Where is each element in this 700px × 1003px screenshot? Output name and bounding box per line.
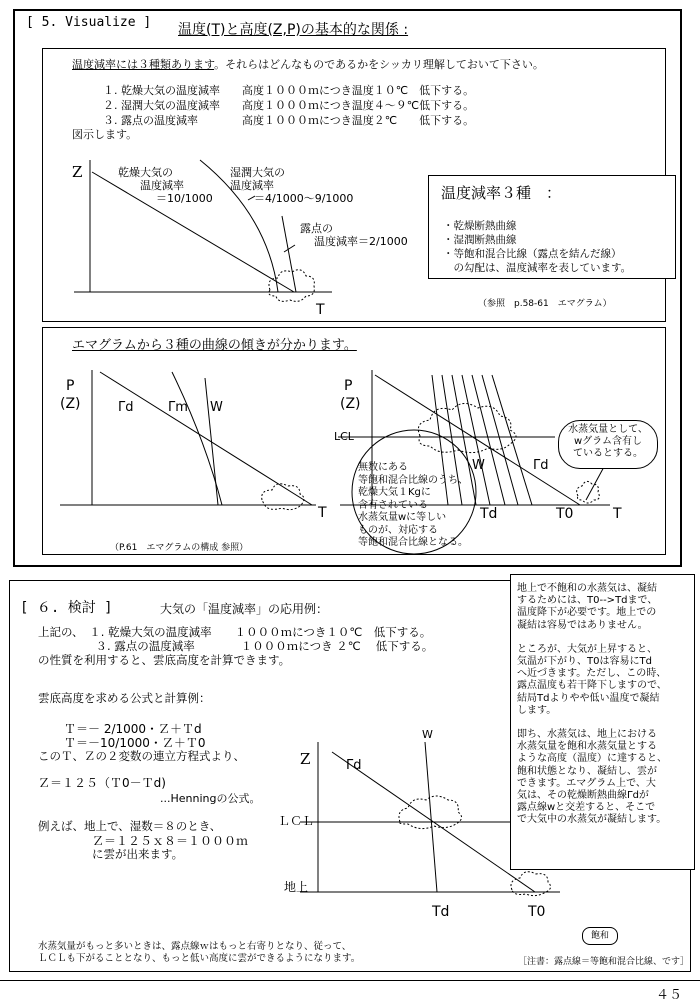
circle-note-6: ものが、対応する [358, 524, 438, 536]
saturation-tag: 飽和 [582, 927, 618, 945]
dry-label-1: 乾燥大気の [118, 166, 173, 179]
bubble-line-1: 水蒸気量として、 [568, 424, 648, 435]
emagram-right-p: P [344, 378, 353, 394]
equation-3: このＴ、Ｚの２変数の連立方程式より、 [38, 749, 245, 763]
dew-label-1: 露点の [300, 222, 333, 235]
intro-rest: 。それらはどんなものであるかをシッカリ理解しておいて下さい。 [214, 58, 544, 71]
henning-label: ...Henningの公式。 [160, 792, 261, 805]
emagram-right-gd: Γd [533, 458, 549, 473]
explanation-line-20: で大気中の水蒸気が凝結します。 [517, 814, 667, 826]
caution-note: ［注書：露点線＝等飽和混合比線、です］ [518, 957, 690, 967]
bubble-line-3: ているとする。 [573, 448, 643, 459]
explanation-line-7: 気温が下がり、T0は容易にTd [517, 656, 652, 668]
moist-label-3: ＝4/1000～9/1000 [254, 192, 354, 205]
dry-label-3: ＝10/1000 [156, 192, 213, 205]
bubble-line-2: wグラム含有し [573, 436, 643, 447]
explanation-line-12 [517, 717, 694, 729]
explanation-line-10: 結局Tdよりやや低い温度で凝結 [517, 692, 660, 704]
explanation-line-3: 温度降下が必要です。地上での [517, 607, 657, 619]
henning-z: Z [300, 750, 311, 768]
explanation-line-13: 即ち、水蒸気は、地上における [517, 729, 657, 741]
explanation-line-4: 凝結は容易ではありません。 [517, 619, 648, 631]
diagram1-z-axis: Z [72, 163, 83, 181]
diagram1-t-axis: T [316, 302, 325, 318]
circle-note-3: 乾燥大気１Kgに [358, 487, 431, 498]
emagram-footnote: （P.61 エマグラムの構成 参照） [110, 543, 249, 553]
emagram-left-gd: Γd [118, 400, 134, 415]
example-line-3: に雲が出来ます。 [92, 847, 184, 861]
explanation-line-19: 露点線wと交差すると、そこで [517, 802, 656, 814]
reference-note: （参照 p.58-61 エマグラム） [478, 299, 612, 309]
equation-2: Ｔ＝－10/1000・Ｚ＋Ｔ0 [64, 736, 206, 750]
section6-line-2: ３. 露点の温度減率 １０００ｍにつき ２℃ 低下する。 [38, 639, 434, 653]
circle-note-2: 等飽和混合比線のうち、 [358, 474, 468, 486]
emagram-right-lcl: LCL [334, 430, 354, 443]
explanation-box [510, 574, 695, 870]
henning-t0: T0 [528, 904, 546, 920]
explanation-line-5 [517, 632, 694, 644]
dew-label [300, 222, 408, 248]
summary-item-3: ・等飽和混合比線（露点を結んだ線） [443, 248, 622, 260]
bottom-note-2: ＬＣＬも下がることとなり、もっと低い高度に雲ができるようになります。 [38, 953, 361, 964]
equation-1: Ｔ＝－ 2/1000・Ｚ＋Ｔd [64, 722, 202, 736]
emagram-left-z: (Z) [60, 396, 81, 412]
summary-title: 温度減率３種 ： [441, 184, 562, 202]
explanation-line-17: できます。エマグラム上で、大 [517, 777, 656, 789]
explanation-line-14: 水蒸気量を飽和水蒸気量とする [517, 741, 657, 753]
page-number: ４５ [656, 988, 683, 1003]
emagram-left-gm: Γm [168, 400, 188, 415]
section5-title: 温度(T)と高度(Z,P)の基本的な関係 : [178, 22, 409, 38]
lapse-item-3: ３. 露点の温度減率 高度１０００ｍにつき温度２℃ 低下する。 [103, 114, 475, 127]
section6-label: [ ６. 検討 ] [20, 600, 113, 616]
explanation-line-11: します。 [517, 704, 557, 716]
henning-w: W [422, 728, 433, 741]
circle-note-5: 水蒸気量wに等しい [358, 512, 447, 523]
henning-ground: 地上 [284, 880, 309, 894]
explanation-line-15: ような高度（温度）に達すると、 [517, 753, 667, 765]
bottom-rule [0, 980, 700, 981]
illustrated-text: 図示します。 [72, 128, 138, 141]
henning-lcl: ＬＣＬ [278, 814, 315, 828]
emagram-left-t: T [318, 505, 327, 521]
circle-note-4: 含有されている [358, 499, 428, 511]
intro-text [72, 56, 544, 72]
emagram-right-z: (Z) [340, 396, 361, 412]
explanation-line-8: へ近づきます。ただし、この時、 [517, 668, 667, 680]
section6-line-3: の性質を利用すると、雲底高度を計算できます。 [38, 653, 291, 667]
summary-item-1: ・乾燥断熱曲線 [443, 220, 517, 232]
henning-td: Td [432, 904, 450, 920]
summary-box [428, 175, 676, 279]
emagram-right-w: W [472, 458, 485, 473]
circle-note [358, 462, 468, 550]
explanation-line-1: 地上で不飽和の水蒸気は、凝結 [517, 583, 657, 594]
formula-heading: 雲底高度を求める公式と計算例： [38, 691, 211, 705]
bottom-note-1: 水蒸気量がもっと多いときは、露点線ｗはもっと右寄りとなり、従って、 [38, 941, 352, 952]
explanation-line-16: 飽和状態となり、凝結し、雲が [517, 765, 657, 777]
explanation-line-18: 気は、その乾燥断熱曲線Γdが [517, 790, 649, 802]
henning-gd: Γd [346, 758, 362, 773]
emagram-right-t: T [613, 506, 622, 522]
example-line-2: Ｚ＝１２５ｘ８＝１０００ｍ [92, 834, 249, 848]
dry-label-2: 温度減率 [140, 179, 184, 192]
section6-title: 大気の「温度減率」の応用例： [160, 602, 329, 616]
intro-underlined: 温度減率には３種類あります [72, 58, 215, 71]
dry-label [118, 166, 213, 205]
summary-item-2: ・湿潤断熱曲線 [443, 234, 517, 246]
dew-label-2: 温度減率＝2/1000 [314, 235, 408, 248]
emagram-right-t0: T0 [556, 506, 574, 522]
circle-note-7: 等飽和混合比線となる。 [358, 537, 468, 548]
moist-label-2: 温度減率 [230, 179, 274, 192]
moist-label-1: 湿潤大気の [230, 166, 285, 179]
emagram-right-td: Td [480, 506, 498, 522]
explanation-line-2: するためには、T0-->Tdまで、 [517, 595, 658, 607]
moist-label [230, 166, 353, 205]
section5-label: [ 5. Visualize ] [26, 15, 152, 30]
emagram-heading: エマグラムから３種の曲線の傾きが分かります。 [72, 338, 357, 353]
example-line-1: 例えば、地上で、湿数＝８のとき、 [38, 819, 222, 833]
circle-note-1: 無数にある [358, 462, 408, 473]
emagram-left-w: W [210, 400, 223, 415]
lapse-item-1: １. 乾燥大気の温度減率 高度１０００ｍにつき温度１０℃ 低下する。 [103, 84, 475, 97]
explanation-line-6: ところが、大気が上昇すると、 [517, 643, 657, 655]
henning-formula: Ｚ＝１２５（Ｔ0－Ｔd) [38, 776, 166, 790]
lapse-item-2: ２. 湿潤大気の温度減率 高度１０００ｍにつき温度４～９℃低下する。 [103, 99, 475, 112]
explanation-line-9: 露点温度も若干降下しますので、 [517, 680, 667, 692]
section6-line-1: 上記の、 １. 乾燥大気の温度減率 １０００ｍにつき１０℃ 低下する。 [38, 625, 432, 639]
emagram-left-p: P [66, 378, 75, 394]
water-vapor-bubble [558, 420, 658, 469]
summary-item-4: の勾配は、温度減率を表しています。 [443, 262, 632, 274]
